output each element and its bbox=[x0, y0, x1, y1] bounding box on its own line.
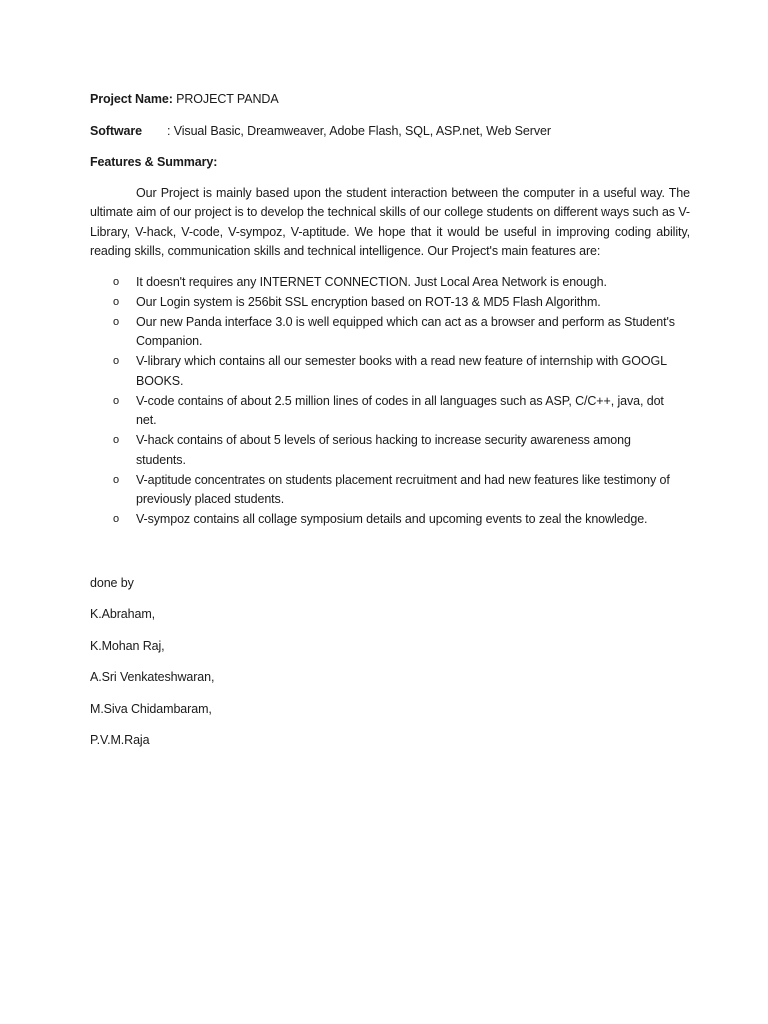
list-item bbox=[90, 313, 690, 352]
bullet-marker-icon: o bbox=[113, 394, 120, 407]
bullet-marker-icon: o bbox=[113, 434, 120, 446]
feature-text: It doesn't requires any INTERNET CONNECTION. Just Local Area Network is enough. bbox=[136, 274, 607, 289]
bullet-marker-icon: o bbox=[113, 513, 120, 525]
feature-text: V-sympoz contains all collage symposium details and upcoming events to zeal the knowledge. bbox=[136, 512, 648, 526]
project-name-line bbox=[90, 90, 690, 110]
project-name-value: PROJECT PANDA bbox=[176, 92, 279, 106]
bullet-marker-icon: o bbox=[113, 355, 120, 367]
feature-text: V-aptitude concentrates on students placement recruitment and had new features like testimony of previously placed students. bbox=[136, 472, 670, 506]
software-label: Software bbox=[90, 123, 142, 138]
author-name: K.Abraham, bbox=[90, 607, 156, 621]
project-name-label: Project Name: bbox=[90, 92, 173, 106]
feature-text: V-code contains of about 2.5 million lines of codes in all languages such as ASP, C/C++, java, dot net. bbox=[136, 393, 664, 427]
software-line bbox=[90, 122, 690, 142]
feature-text: Our Login system is 256bit SSL encryption based on ROT-13 & MD5 Flash Algorithm. bbox=[136, 294, 601, 309]
author-name: M.Siva Chidambaram, bbox=[90, 701, 212, 716]
list-item bbox=[90, 392, 690, 431]
feature-text: V-hack contains of about 5 levels of serious hacking to increase security awareness among students. bbox=[136, 433, 631, 467]
bullet-marker-icon: o bbox=[113, 473, 120, 486]
list-item bbox=[90, 273, 690, 293]
features-heading: Features & Summary: bbox=[90, 155, 218, 169]
features-list bbox=[90, 273, 690, 530]
list-item bbox=[90, 431, 690, 470]
bullet-marker-icon: o bbox=[113, 315, 120, 328]
software-value: : Visual Basic, Dreamweaver, Adobe Flash, SQL, ASP.net, Web Server bbox=[167, 123, 551, 138]
document-content bbox=[90, 90, 690, 763]
feature-text: V-library which contains all our semester books with a read new feature of internship with GOOGL BOOKS. bbox=[136, 354, 667, 388]
bullet-marker-icon: o bbox=[113, 275, 120, 288]
list-item bbox=[90, 510, 690, 530]
bullet-marker-icon: o bbox=[113, 295, 120, 308]
summary-paragraph: Our Project is mainly based upon the student interaction between the computer in a useful way. The ultimate aim of our project is to develop the technical skills of our college students on different ways such as V-Library, V-hack, V-code, V-sympoz, V-aptitude. We hope that it would be useful in improving coding ability, reading skills, communication skills and technical intelligence. Our Project's main features are: bbox=[90, 185, 690, 258]
done-by-label: done by bbox=[90, 575, 134, 590]
list-item bbox=[90, 293, 690, 313]
author-name: A.Sri Venkateshwaran, bbox=[90, 670, 215, 684]
list-item bbox=[90, 471, 690, 510]
author-name: P.V.M.Raja bbox=[90, 733, 150, 747]
author-name: K.Mohan Raj, bbox=[90, 638, 165, 653]
list-item bbox=[90, 352, 690, 391]
feature-text: Our new Panda interface 3.0 is well equipped which can act as a browser and perform as Student's Companion. bbox=[136, 314, 675, 348]
